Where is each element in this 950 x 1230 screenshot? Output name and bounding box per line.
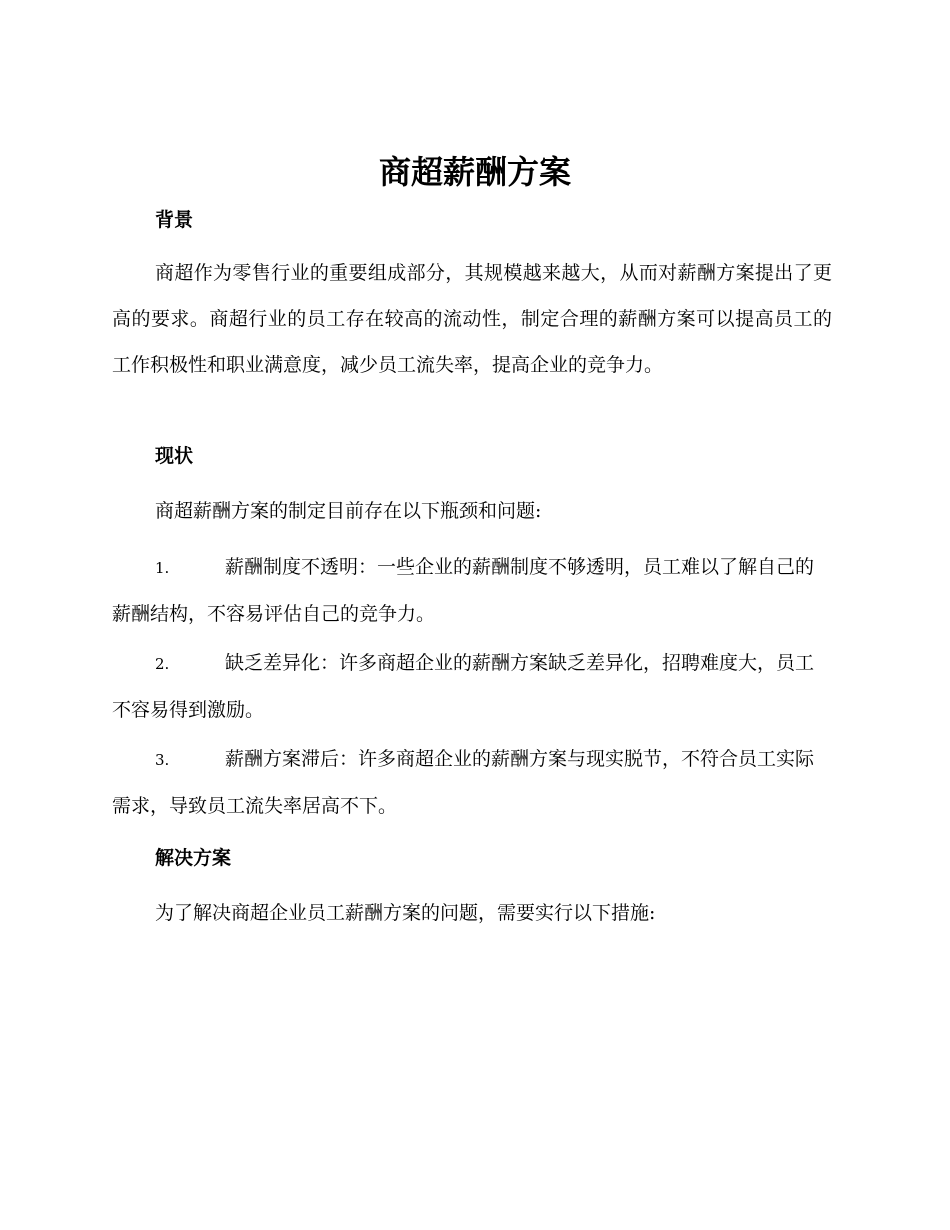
list-item	[112, 736, 832, 829]
list-item-text: 薪酬制度不透明：一些企业的薪酬制度不够透明，员工难以了解自己的薪酬结构，不容易评估自己的竞争力。	[112, 556, 815, 625]
list-item	[112, 640, 832, 733]
list-item-number: 2.	[155, 655, 170, 673]
list-item-text: 薪酬方案滞后：许多商超企业的薪酬方案与现实脱节，不符合员工实际需求，导致员工流失率居高不下。	[112, 748, 815, 817]
list-item	[112, 544, 832, 637]
section-heading-solution: 解决方案	[155, 847, 232, 869]
section-paragraph-background: 商超作为零售行业的重要组成部分，其规模越来越大，从而对薪酬方案提出了更高的要求。商超行业的员工存在较高的流动性，制定合理的薪酬方案可以提高员工的工作积极性和职业满意度，减少员工流失率，提高企业的竞争力。	[112, 262, 832, 376]
document-title: 商超薪酬方案	[378, 153, 571, 191]
list-item-number: 3.	[155, 751, 170, 769]
section-heading-status: 现状	[155, 445, 194, 467]
list-item-number: 1.	[155, 559, 170, 577]
section-heading-background: 背景	[155, 209, 194, 231]
section-paragraph-status: 商超薪酬方案的制定目前存在以下瓶颈和问题:	[155, 500, 542, 522]
list-item-text: 缺乏差异化：许多商超企业的薪酬方案缺乏差异化，招聘难度大，员工不容易得到激励。	[112, 652, 815, 721]
section-paragraph-solution: 为了解决商超企业员工薪酬方案的问题，需要实行以下措施:	[155, 902, 656, 924]
